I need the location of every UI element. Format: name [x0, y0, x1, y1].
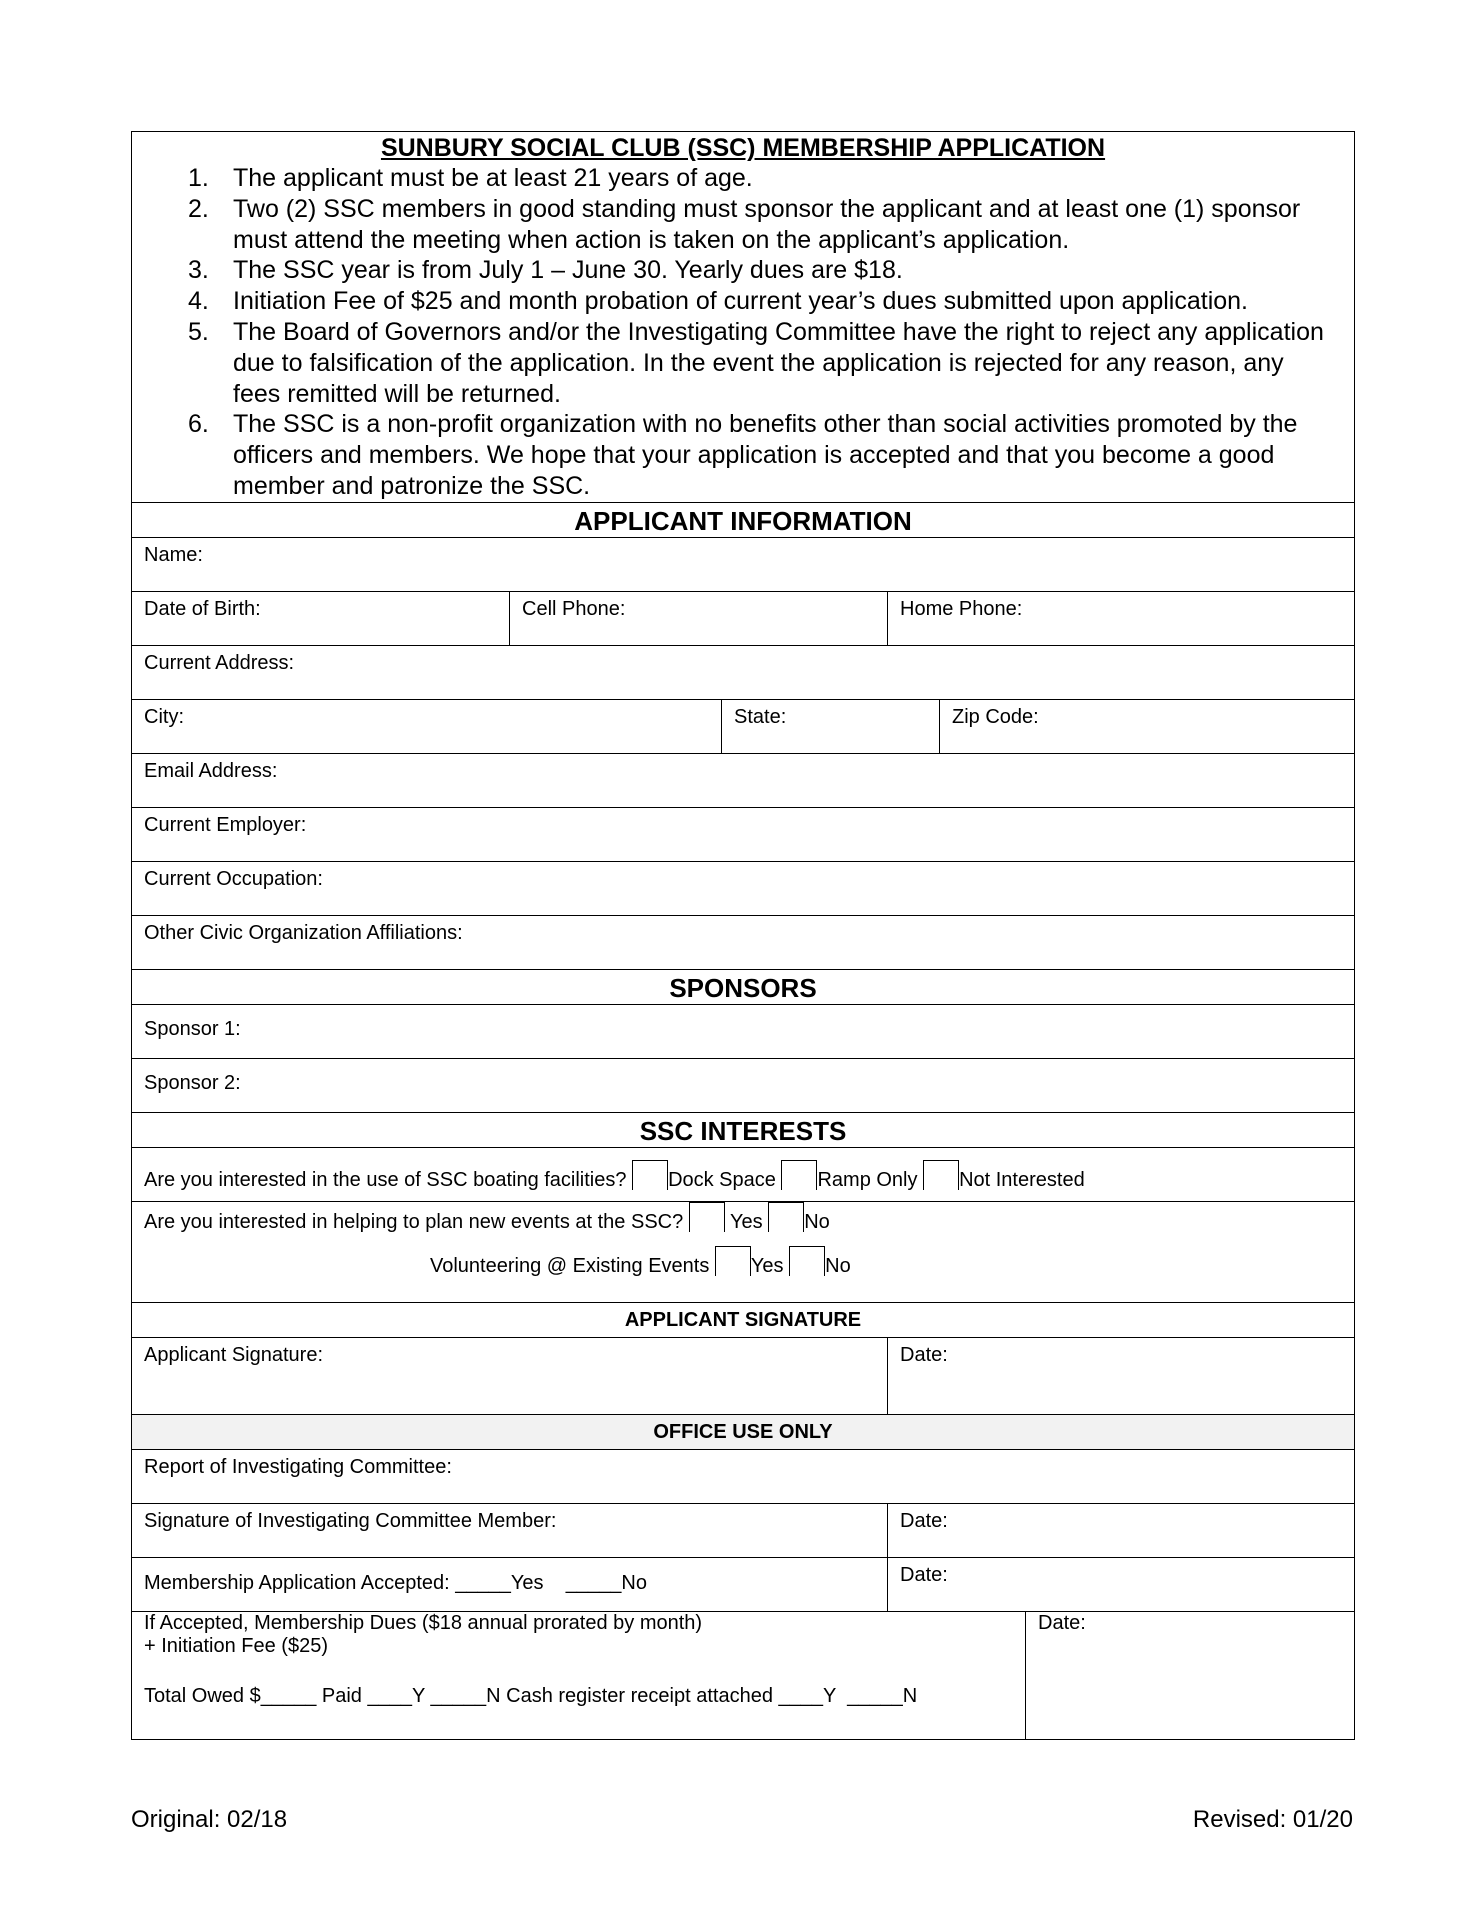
dock-space-checkbox[interactable]: [632, 1160, 668, 1190]
original-date: Original: 02/18: [131, 1806, 288, 1833]
email-row: [132, 754, 1354, 808]
sponsor2-row: [132, 1059, 1354, 1113]
accepted-field[interactable]: Membership Application Accepted: _____Yes _____No: [132, 1558, 888, 1611]
name-row: [132, 538, 1354, 592]
events-question-text: Are you interested in helping to plan new events at the SSC?: [144, 1211, 684, 1233]
rules-list: [132, 163, 1354, 502]
revised-date: Revised: 01/20: [1192, 1806, 1353, 1833]
not-interested-label: Not Interested: [959, 1169, 1085, 1191]
committee-date-field[interactable]: Date:: [900, 1510, 948, 1532]
report-field[interactable]: Report of Investigating Committee:: [144, 1456, 452, 1478]
report-row: [132, 1450, 1354, 1504]
signature-row: [132, 1338, 1354, 1415]
affiliations-field[interactable]: Other Civic Organization Affiliations:: [144, 922, 463, 944]
signature-date-field[interactable]: Date:: [900, 1344, 948, 1366]
events-no-checkbox[interactable]: [768, 1202, 804, 1232]
sponsors-header: SPONSORS: [132, 970, 1354, 1005]
phone-row: [132, 592, 1354, 646]
events-question: [132, 1202, 1354, 1234]
address-row: [132, 646, 1354, 700]
ramp-only-label: Ramp Only: [817, 1169, 918, 1191]
events-no-label: No: [804, 1211, 830, 1233]
dock-space-label: Dock Space: [668, 1169, 776, 1191]
rule-item: The applicant must be at least 21 years of age.: [233, 164, 753, 192]
membership-application-form: [131, 131, 1355, 1740]
volunteer-yes-label: Yes: [750, 1255, 784, 1277]
form-title: SUNBURY SOCIAL CLUB (SSC) MEMBERSHIP APPLICATION: [380, 134, 1106, 162]
sponsor1-field[interactable]: Sponsor 1:: [144, 1018, 241, 1040]
city-state-zip-row: [132, 700, 1354, 754]
state-field[interactable]: State:: [722, 700, 940, 753]
accepted-row: [132, 1558, 1354, 1612]
rule-item: The SSC is a non-profit organization with no benefits other than social activities promoted by the officers and members. We hope that your application is accepted and that you become a good member and patronize the SSC.: [233, 410, 1298, 500]
applicant-info-header: APPLICANT INFORMATION: [132, 503, 1354, 538]
rules-section: [132, 132, 1354, 503]
volunteer-question: [430, 1246, 851, 1278]
email-field[interactable]: Email Address:: [144, 760, 278, 782]
ramp-only-checkbox[interactable]: [781, 1160, 817, 1190]
boating-question: [132, 1148, 1085, 1201]
committee-signature-row: [132, 1504, 1354, 1558]
rule-item: The SSC year is from July 1 – June 30. Yearly dues are $18.: [233, 256, 903, 285]
volunteer-question-text: Volunteering @ Existing Events: [430, 1255, 710, 1277]
occupation-row: [132, 862, 1354, 916]
dob-field[interactable]: Date of Birth:: [132, 592, 510, 645]
volunteer-yes-checkbox[interactable]: [715, 1246, 751, 1276]
volunteer-no-checkbox[interactable]: [789, 1246, 825, 1276]
applicant-signature-field[interactable]: Applicant Signature:: [132, 1338, 888, 1414]
dues-date-field[interactable]: Date:: [1038, 1612, 1086, 1634]
dues-cell: [132, 1612, 1026, 1739]
city-field[interactable]: City:: [132, 700, 722, 753]
events-yes-checkbox[interactable]: [689, 1202, 725, 1232]
volunteer-no-label: No: [825, 1255, 851, 1277]
home-phone-field[interactable]: Home Phone:: [900, 598, 1023, 620]
interests-header: SSC INTERESTS: [132, 1113, 1354, 1148]
events-yes-label: Yes: [724, 1211, 763, 1233]
rule-item: Initiation Fee of $25 and month probation of current year’s dues submitted upon application.: [233, 287, 1249, 316]
boating-question-text: Are you interested in the use of SSC boating facilities?: [144, 1169, 627, 1191]
occupation-field[interactable]: Current Occupation:: [144, 868, 323, 890]
office-use-header: OFFICE USE ONLY: [132, 1415, 1354, 1450]
employer-field[interactable]: Current Employer:: [144, 814, 307, 836]
name-field[interactable]: Name:: [144, 544, 203, 566]
sponsor1-row: [132, 1005, 1354, 1059]
employer-row: [132, 808, 1354, 862]
rule-item: The Board of Governors and/or the Investigating Committee have the right to reject any application due to falsification of the application. In the event the application is rejected for any reason, any fees remitted will be returned.: [233, 317, 1324, 408]
zip-field[interactable]: Zip Code:: [952, 706, 1039, 728]
applicant-signature-header: APPLICANT SIGNATURE: [132, 1303, 1354, 1338]
rule-item: Two (2) SSC members in good standing must sponsor the applicant and at least one (1) sponsor must attend the meeting when action is taken on the applicant’s application.: [233, 194, 1301, 254]
boating-row: [132, 1148, 1354, 1202]
events-row: [132, 1202, 1354, 1303]
dues-line-2: + Initiation Fee ($25): [144, 1635, 328, 1657]
affiliations-row: [132, 916, 1354, 970]
cell-phone-field[interactable]: Cell Phone:: [510, 592, 888, 645]
address-field[interactable]: Current Address:: [144, 652, 295, 674]
dues-line-1: If Accepted, Membership Dues ($18 annual prorated by month): [144, 1612, 703, 1634]
committee-signature-field[interactable]: Signature of Investigating Committee Member:: [132, 1504, 888, 1557]
accepted-date-field[interactable]: Date:: [900, 1564, 948, 1586]
sponsor2-field[interactable]: Sponsor 2:: [144, 1072, 241, 1094]
not-interested-checkbox[interactable]: [923, 1160, 959, 1190]
dues-row: [132, 1612, 1354, 1739]
total-owed-line[interactable]: Total Owed $_____ Paid ____Y _____N Cash register receipt attached ____Y _____N: [144, 1685, 918, 1707]
